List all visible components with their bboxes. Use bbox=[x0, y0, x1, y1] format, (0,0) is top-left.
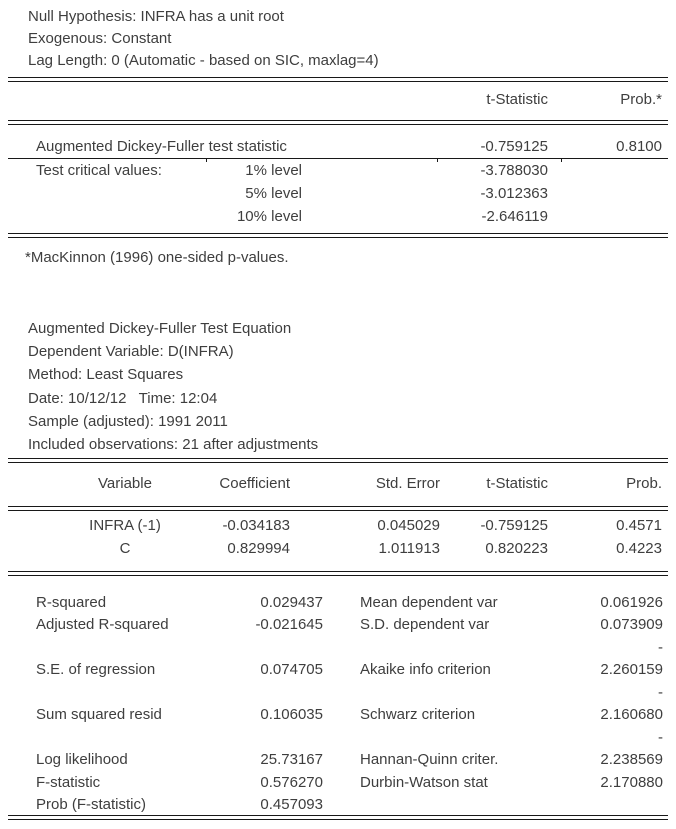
stats-row-wrapped-minus-akaike bbox=[0, 637, 676, 659]
stats-row-adjusted-r-squared bbox=[0, 614, 676, 636]
coef-header-std-error: Std. Error bbox=[375, 475, 440, 492]
double-rule-table2-header-bottom bbox=[8, 506, 668, 511]
c-variable: C bbox=[119, 540, 131, 557]
stat-value-akaike-info-criterion: 2.260159 bbox=[600, 661, 663, 678]
included-observations-line: Included observations: 21 after adjustments bbox=[28, 436, 319, 454]
wrapped-minus-sign: - bbox=[658, 639, 663, 656]
stat-label-hannan-quinn: Hannan-Quinn criter. bbox=[360, 751, 499, 768]
method-line: Method: Least Squares bbox=[28, 366, 184, 384]
stat-value-durbin-watson: 2.170880 bbox=[600, 774, 663, 791]
infra-std-error: 0.045029 bbox=[377, 517, 440, 534]
stats-row-sum-squared-resid bbox=[0, 704, 676, 726]
stat-label-mean-dependent-var: Mean dependent var bbox=[360, 594, 498, 611]
stat-label-se-of-regression: S.E. of regression bbox=[36, 661, 156, 678]
stat-value-mean-dependent-var: 0.061926 bbox=[600, 594, 663, 611]
double-rule-document-bottom bbox=[8, 815, 668, 820]
critical-level-10pct: 10% level bbox=[236, 208, 302, 225]
adf-test-statistic-label: Augmented Dickey-Fuller test statistic bbox=[36, 138, 287, 155]
lag-length-line: Lag Length: 0 (Automatic - based on SIC, maxlag=4) bbox=[28, 52, 379, 69]
wrapped-minus-sign: - bbox=[658, 684, 663, 701]
stat-label-log-likelihood: Log likelihood bbox=[36, 751, 128, 768]
stat-label-akaike-info-criterion: Akaike info criterion bbox=[360, 661, 491, 678]
stats-row-wrapped-minus-hannan-quinn bbox=[0, 727, 676, 749]
c-coefficient: 0.829994 bbox=[227, 540, 290, 557]
stats-row-prob-f-statistic bbox=[0, 794, 676, 816]
t-statistic-column-header: t-Statistic bbox=[486, 91, 548, 108]
coef-header-variable: Variable bbox=[98, 475, 152, 492]
test-equation-header-block bbox=[28, 317, 318, 456]
stat-label-sd-dependent-var: S.D. dependent var bbox=[360, 616, 490, 633]
prob-column-header: Prob.* bbox=[620, 91, 662, 108]
date-time-line: Date: 10/12/12 Time: 12:04 bbox=[28, 389, 218, 407]
dependent-variable-line: Dependent Variable: D(INFRA) bbox=[28, 343, 234, 361]
coef-row-c bbox=[0, 537, 676, 560]
stats-row-wrapped-minus-schwarz bbox=[0, 682, 676, 704]
stat-value-prob-f-statistic: 0.457093 bbox=[260, 796, 323, 813]
stat-value-sum-squared-resid: 0.106035 bbox=[260, 706, 323, 723]
null-hypothesis-line: Null Hypothesis: INFRA has a unit root bbox=[28, 8, 284, 25]
coef-table-header-row bbox=[0, 472, 676, 496]
test-critical-values-label: Test critical values: bbox=[36, 162, 162, 179]
stat-value-adjusted-r-squared: -0.021645 bbox=[255, 616, 323, 633]
infra-t-statistic: -0.759125 bbox=[480, 517, 548, 534]
stat-label-adjusted-r-squared: Adjusted R-squared bbox=[36, 616, 169, 633]
unit-root-header-block bbox=[28, 6, 379, 72]
stat-value-schwarz-criterion: 2.160680 bbox=[600, 706, 663, 723]
double-rule-table1-bottom bbox=[8, 233, 668, 238]
critical-value-10pct: -2.646119 bbox=[481, 208, 548, 225]
test-equation-title: Augmented Dickey-Fuller Test Equation bbox=[28, 320, 292, 337]
double-rule-coef-table-bottom bbox=[8, 571, 668, 576]
double-rule-table2-top bbox=[8, 458, 668, 463]
double-rule-table1-header-bottom bbox=[8, 120, 668, 125]
stat-value-sd-dependent-var: 0.073909 bbox=[600, 616, 663, 633]
critical-value-row-5pct bbox=[0, 182, 676, 205]
stat-value-log-likelihood: 25.73167 bbox=[260, 751, 323, 768]
infra-prob: 0.4571 bbox=[616, 517, 662, 534]
table1-header-row bbox=[0, 88, 676, 112]
stat-value-se-of-regression: 0.074705 bbox=[260, 661, 323, 678]
critical-value-5pct: -3.012363 bbox=[480, 185, 548, 202]
stat-value-r-squared: 0.029437 bbox=[260, 594, 323, 611]
coef-row-infra bbox=[0, 514, 676, 537]
c-t-statistic: 0.820223 bbox=[485, 540, 548, 557]
stats-row-se-regression bbox=[0, 659, 676, 681]
adf-t-statistic-value: -0.759125 bbox=[480, 138, 548, 155]
coef-header-prob: Prob. bbox=[626, 475, 662, 492]
coef-header-coefficient: Coefficient bbox=[219, 475, 290, 492]
exogenous-line: Exogenous: Constant bbox=[28, 30, 172, 47]
wrapped-minus-sign: - bbox=[658, 729, 663, 746]
infra-coefficient: -0.034183 bbox=[222, 517, 290, 534]
critical-level-1pct: 1% level bbox=[245, 162, 302, 179]
c-std-error: 1.011913 bbox=[378, 540, 440, 557]
stats-row-f-statistic bbox=[0, 772, 676, 794]
critical-value-row-10pct bbox=[0, 205, 676, 228]
infra-variable: INFRA (-1) bbox=[89, 517, 161, 534]
adf-prob-value: 0.8100 bbox=[616, 138, 662, 155]
sample-line: Sample (adjusted): 1991 2011 bbox=[28, 412, 228, 430]
adf-statistic-row bbox=[0, 136, 676, 158]
stat-label-f-statistic: F-statistic bbox=[36, 774, 101, 791]
stat-value-hannan-quinn: 2.238569 bbox=[600, 751, 663, 768]
stat-label-prob-f-statistic: Prob (F-statistic) bbox=[36, 796, 147, 813]
critical-value-row-1pct bbox=[0, 159, 676, 182]
stats-row-log-likelihood bbox=[0, 749, 676, 771]
coef-header-t-statistic: t-Statistic bbox=[486, 475, 548, 492]
stat-label-schwarz-criterion: Schwarz criterion bbox=[360, 706, 476, 723]
stat-label-sum-squared-resid: Sum squared resid bbox=[36, 706, 162, 723]
stats-row-r-squared bbox=[0, 592, 676, 614]
stat-value-f-statistic: 0.576270 bbox=[260, 774, 323, 791]
mackinnon-footnote: *MacKinnon (1996) one-sided p-values. bbox=[25, 249, 289, 266]
c-prob: 0.4223 bbox=[616, 540, 662, 557]
stat-label-durbin-watson: Durbin-Watson stat bbox=[360, 774, 488, 791]
critical-value-1pct: -3.788030 bbox=[480, 162, 548, 179]
critical-level-5pct: 5% level bbox=[245, 185, 302, 202]
double-rule-table1-top bbox=[8, 77, 668, 82]
stat-label-r-squared: R-squared bbox=[36, 594, 107, 611]
